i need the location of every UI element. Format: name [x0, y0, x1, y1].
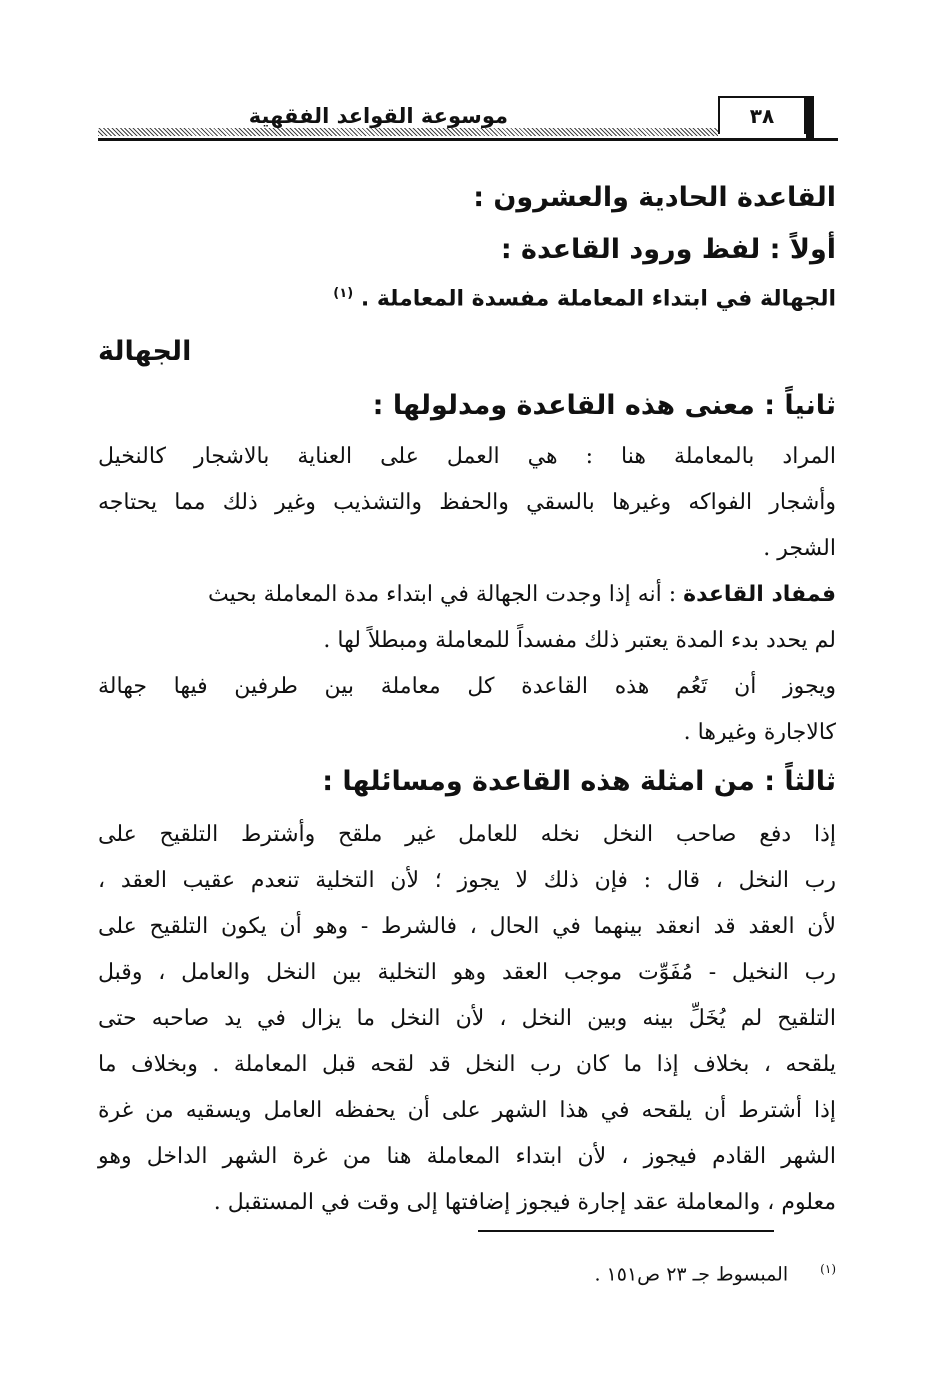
scope-line-2: كالاجارة وغيرها .: [683, 720, 836, 745]
example-line-9: معلوم ، والمعاملة عقد إجارة فيجوز إضافتها إلى وقت في المستقبل .: [213, 1190, 836, 1215]
purport-label: فمفاد القاعدة: [683, 582, 836, 607]
book-title: موسوعة القواعد الفقهية: [248, 104, 508, 128]
example-line-6: يلقحه ، بخلاف إذا ما كان رب النخل قد لقحه قبل المعاملة . وبخلاف ما: [98, 1052, 836, 1077]
example-line-1: إذا دفع صاحب النخل نخله للعامل غير ملقح وأشترط التلقيح على: [98, 822, 836, 847]
left-heading: الجهالة: [98, 336, 192, 367]
rule-text: الجهالة في ابتداء المعاملة مفسدة المعاملة .: [360, 286, 836, 312]
example-line-4: رب النخيل - مُفَوِّت موجب العقد وهو التخلية بين النخل والعامل ، وقبل: [98, 960, 836, 985]
example-line-5: التلقيح لم يُخَلِّ بينه وبين النخل ، لأن النخل ما يزال في يد صاحبه حتى: [98, 1006, 836, 1031]
page-number-bar: [806, 96, 814, 141]
third-heading: ثالثاً : من امثلة هذه القاعدة ومسائلها :: [322, 766, 836, 797]
purport-line-2: لم يحدد بدء المدة يعتبر ذلك مفسداً للمعاملة ومبطلاً لها .: [323, 628, 836, 653]
purport-line-1-rest: : أنه إذا وجدت الجهالة في ابتداء مدة المعاملة بحيث: [208, 582, 677, 607]
header-rule: [98, 138, 838, 141]
footnote: [400, 1262, 836, 1285]
meaning-line-3: الشجر .: [763, 536, 836, 561]
first-heading: أولاً : لفظ ورود القاعدة :: [500, 234, 836, 265]
second-heading: ثانياً : معنى هذه القاعدة ومدلولها :: [372, 390, 836, 421]
example-line-3: لأن العقد قد انعقد بينهما في الحال ، فالشرط - وهو أن يكون التلقيح على: [98, 914, 836, 939]
example-line-2: رب النخل ، قال : فإن ذلك لا يجوز ؛ لأن التخلية تنعدم عقيب العقد ،: [98, 868, 836, 893]
footnote-text: المبسوط جـ ٢٣ ص١٥١ .: [594, 1263, 789, 1286]
scope-line-1: ويجوز أن تَعُم هذه القاعدة كل معاملة بين طرفين فيها جهالة: [98, 674, 836, 699]
example-line-7: إذا أشترط أن يلقحه في هذا الشهر على أن يحفظه العامل ويسقيه من غرة: [98, 1098, 836, 1123]
example-line-8: الشهر القادم فيجوز ، لأن ابتداء المعاملة هنا من غرة الشهر الداخل وهو: [98, 1144, 836, 1169]
page-header: [98, 96, 838, 148]
footnote-separator: [478, 1230, 774, 1232]
rule-heading: القاعدة الحادية والعشرون :: [473, 182, 836, 213]
rule-statement: [98, 286, 836, 311]
meaning-line-2: وأشجار الفواكه وغيرها بالسقي والحفظ والتشذيب وغير ذلك مما يحتاجه: [98, 490, 836, 515]
page-number: ٣٨: [718, 96, 806, 134]
meaning-line-1: المراد بالمعاملة هنا : هي العمل على العناية بالاشجار كالنخيل: [98, 444, 836, 469]
purport-line-1: [98, 582, 836, 607]
footnote-ref: (١): [333, 286, 354, 301]
footnote-marker: (١): [820, 1262, 836, 1276]
header-hatch-band: [98, 128, 718, 136]
